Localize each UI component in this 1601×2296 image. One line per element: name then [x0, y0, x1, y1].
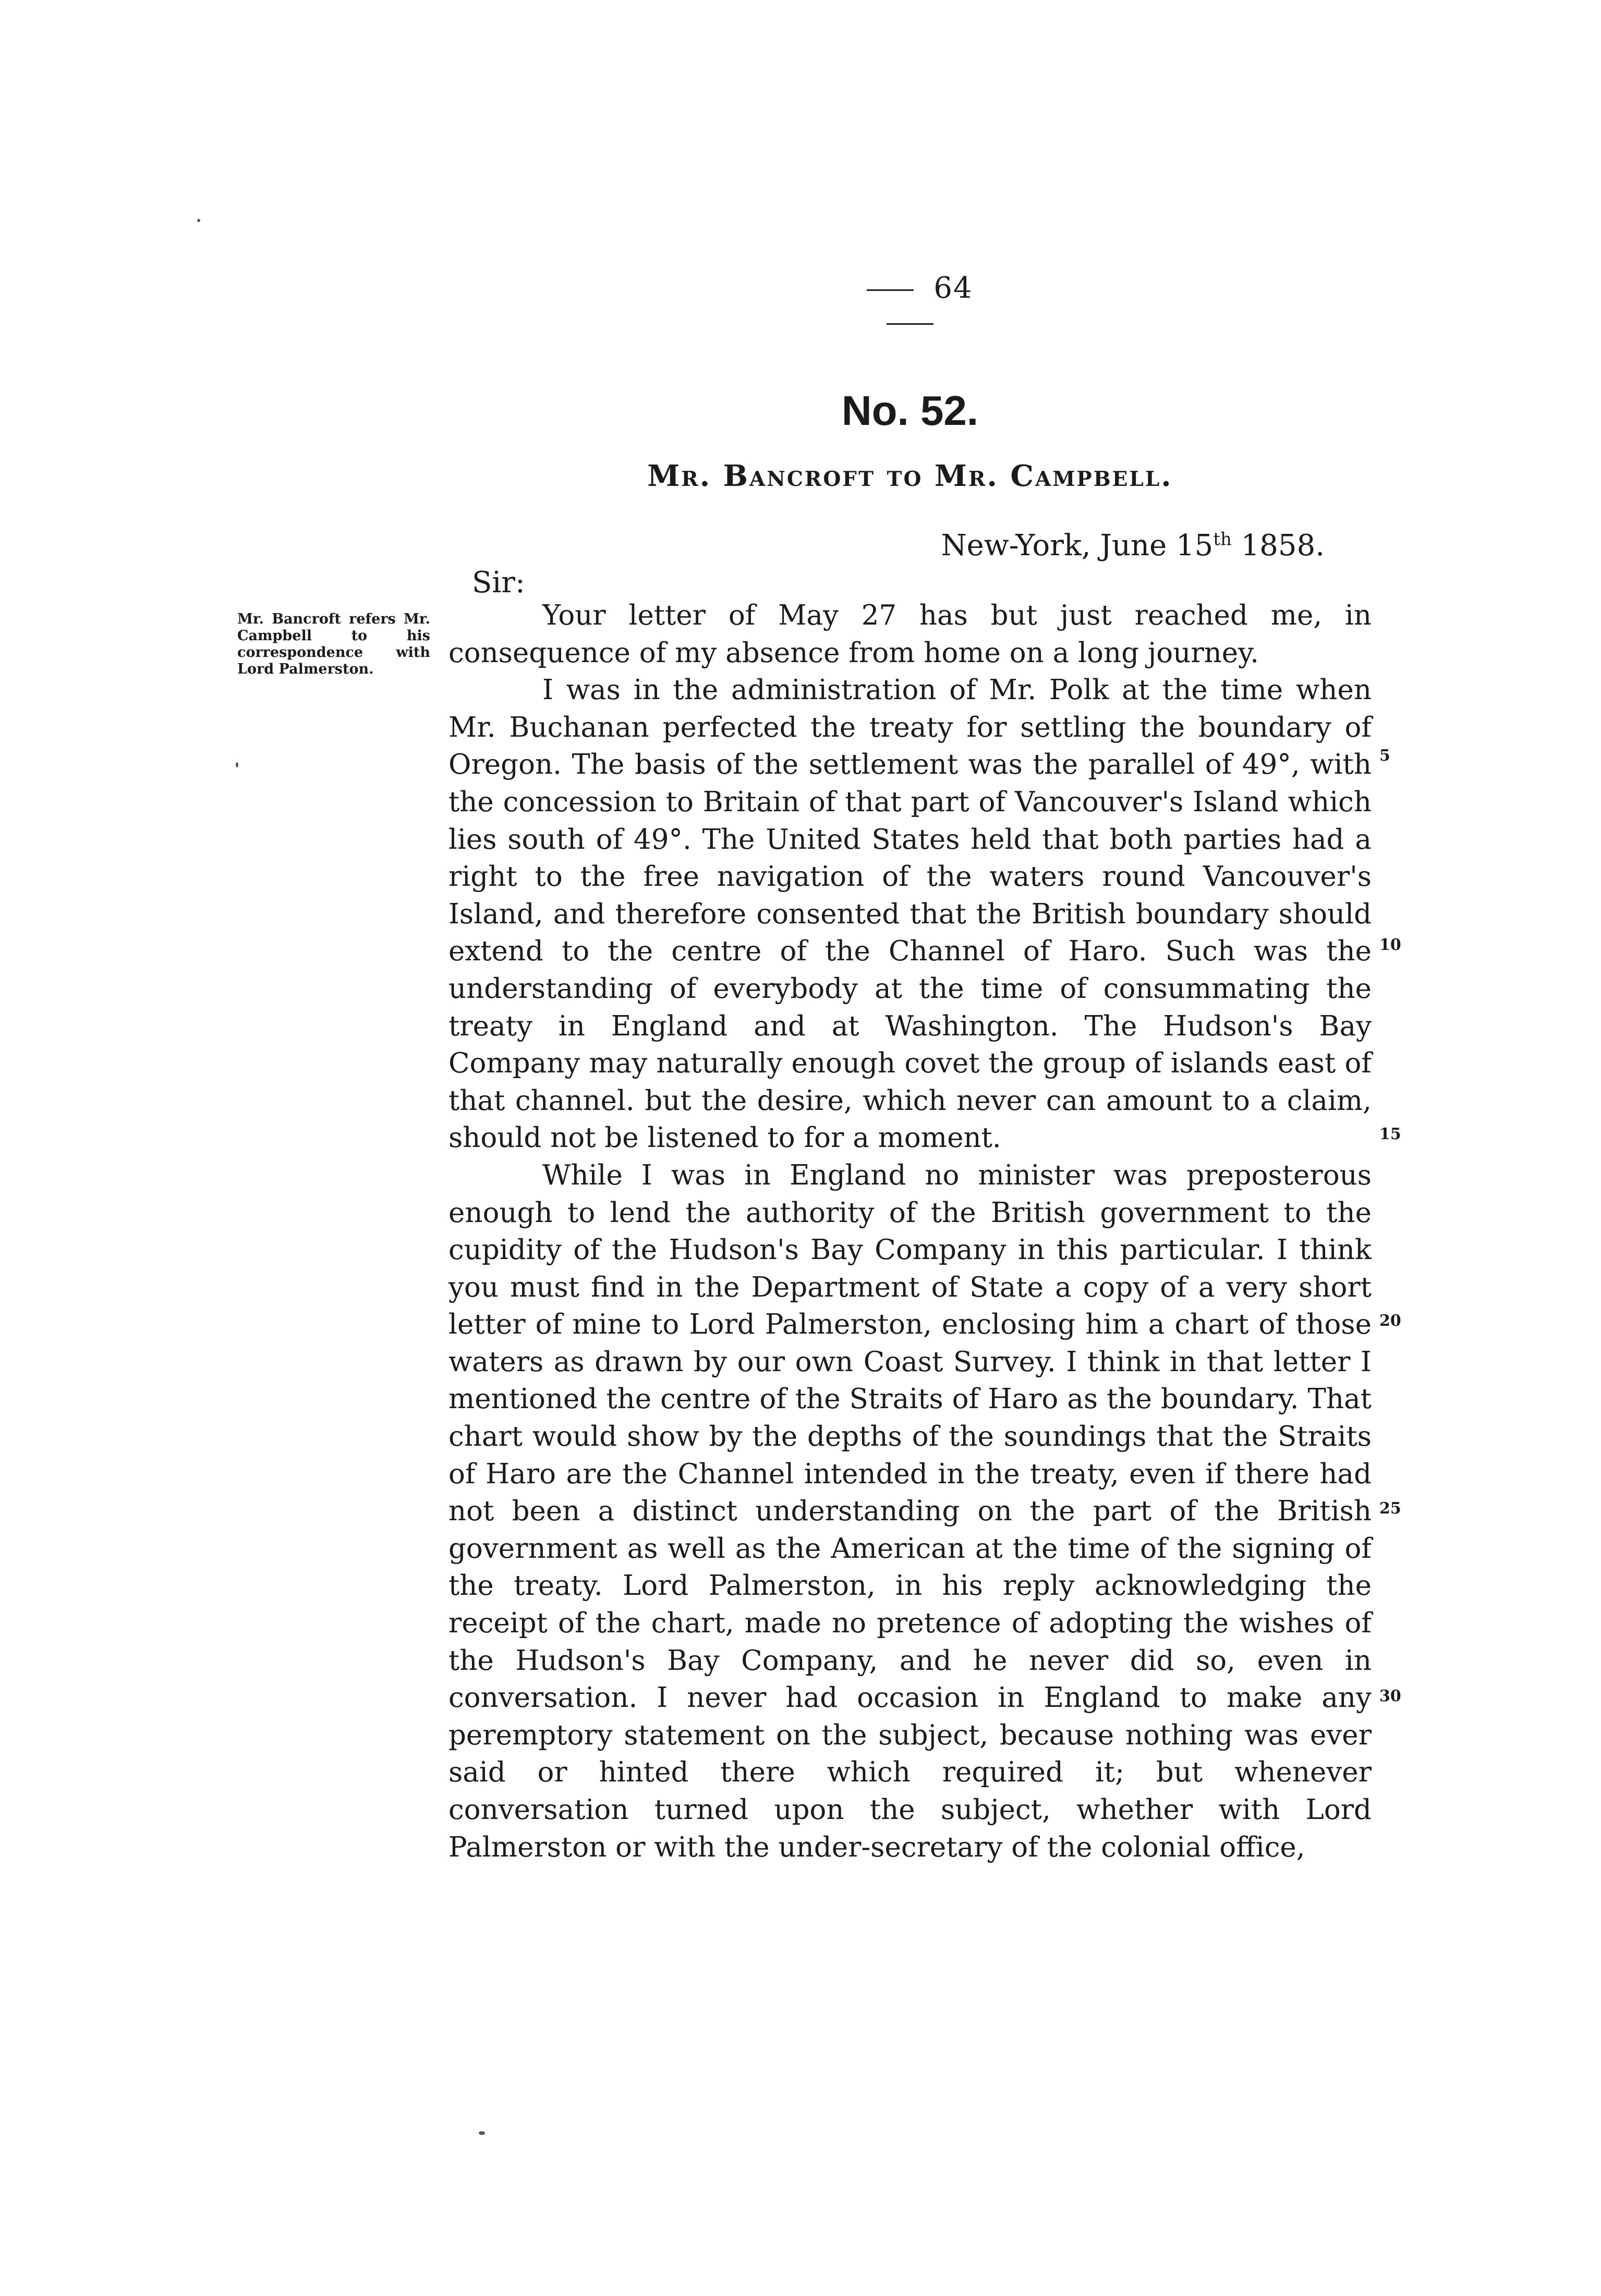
letter-body [448, 597, 1372, 1866]
line-number-15: 15 [1379, 1125, 1401, 1143]
line-number-25: 25 [1379, 1499, 1401, 1518]
dash-right [887, 323, 933, 325]
line-number-5: 5 [1379, 747, 1390, 765]
dateline-place-date: New-York, June 15 [941, 529, 1214, 563]
paragraph-2: I was in the administration of Mr. Polk at the time when Mr. Buchanan perfected the treaty for settling the boundary of Oregon. The basis of the settlement was the parallel of 49°, with the concession to Britain of that part of Vancouver's Island which lies south of 49°. The United States held that both parties had a right to the free navigation of the waters round Vancouver's Island, and therefore consented that the British boundary should extend to the centre of the Channel of Haro. Such was the understanding of everybody at the time of consummating the treaty in England and at Washington. The Hudson's Bay Company may naturally enough covet the group of islands east of that channel. but the desire, which never can amount to a claim, should not be listened to for a moment. [448, 674, 1372, 1154]
dateline-year: 1858. [1231, 529, 1325, 563]
dateline [887, 529, 1325, 563]
line-number-30: 30 [1379, 1687, 1401, 1705]
page-number-text: 64 [933, 271, 973, 305]
scan-speck [479, 2131, 485, 2135]
scan-speck [197, 219, 200, 222]
salutation: Sir: [472, 566, 525, 600]
paragraph-3: While I was in England no minister was preposterous enough to lend the authority of the British government to the cupidity of the Hudson's Bay Company in this particular. I think you must find in the Department of State a copy of a very short letter of mine to Lord Palmerston, enclosing him a chart of those waters as drawn by our own Coast Survey. I think in that letter I mentioned the centre of the Straits of Haro as the boundary. That chart would show by the depths of the soundings that the Straits of Haro are the Channel intended in the treaty, even if there had not been a distinct understanding on the part of the British government as well as the American at the time of the signing of the treaty. Lord Palmerston, in his reply acknowledging the receipt of the chart, made no pretence of adopting the wishes of the Hudson's Bay Company, and he never did so, even in conversation. I never had occasion in England to make any peremptory statement on the subject, because nothing was ever said or hinted there which required it; but whenever conversation turned upon the subject, whether with Lord Palmerston or with the under-secretary of the colonial office, [448, 1159, 1372, 1863]
line-number-20: 20 [1379, 1312, 1401, 1330]
letter-heading: Mr. Bancroft to Mr. Campbell. [647, 459, 1173, 493]
scan-speck [236, 762, 238, 767]
paragraph-1: Your letter of May 27 has but just reached me, in consequence of my absence from home on a long journey. [448, 600, 1372, 669]
document-number: No. 52. [841, 387, 979, 434]
line-number-10: 10 [1379, 936, 1401, 954]
margin-note: Mr. Bancroft refers Mr. Campbell to his correspondence with Lord Palmerston. [237, 611, 430, 677]
dash-left [867, 289, 914, 291]
dateline-sup: th [1213, 529, 1232, 550]
page-number [806, 271, 1014, 339]
